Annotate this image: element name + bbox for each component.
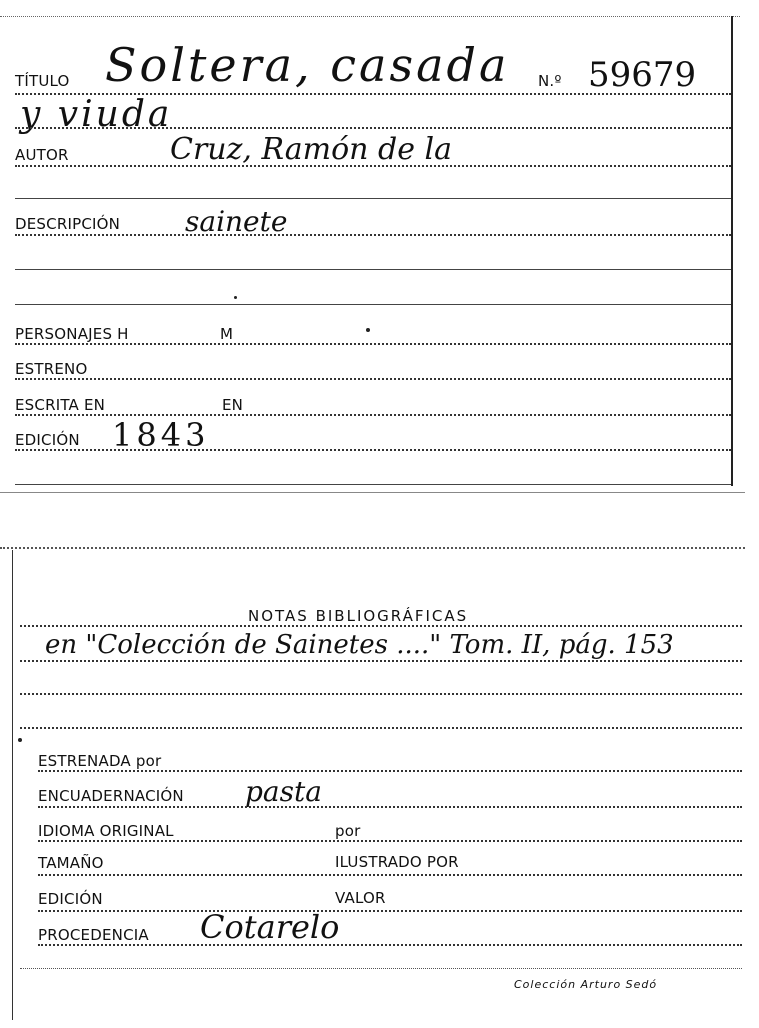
descripcion-extra-line-2	[15, 304, 731, 305]
ink-speck	[18, 738, 22, 742]
escrita-en-label: EN	[222, 396, 244, 414]
footer-credit: Colección Arturo Sedó	[514, 978, 658, 991]
bottom-card-left-edge	[12, 550, 13, 1020]
titulo-continuation: y viuda	[20, 94, 173, 135]
notas-heading-line	[20, 625, 742, 627]
personajes-label: PERSONAJES H	[15, 325, 129, 343]
idioma-por-label: por	[335, 822, 361, 840]
valor-label: VALOR	[335, 889, 386, 907]
notas-line-3	[20, 727, 742, 729]
autor-label: AUTOR	[15, 146, 69, 164]
procedencia-label: PROCEDENCIA	[38, 926, 149, 944]
titulo-label: TÍTULO	[15, 72, 70, 90]
numero-label: N.º	[538, 72, 562, 90]
autor-line	[15, 165, 731, 167]
descripcion-line	[15, 234, 731, 236]
edicion-label: EDICIÓN	[15, 431, 80, 449]
personajes-m-label: M	[220, 325, 234, 343]
estreno-label: ESTRENO	[15, 360, 88, 378]
titulo-continuation-line	[15, 127, 731, 129]
notas-line-1	[20, 660, 742, 662]
tamano-line	[38, 874, 742, 876]
top-card-right-edge	[731, 16, 733, 486]
personajes-line	[15, 343, 731, 345]
bottom-card-line	[20, 968, 742, 969]
numero-value: 59679	[588, 55, 697, 95]
estrenada-line	[38, 770, 742, 772]
notas-heading: NOTAS BIBLIOGRÁFICAS	[248, 607, 469, 625]
top-card-bottom-line	[15, 484, 731, 485]
idioma-line	[38, 840, 742, 842]
autor-value: Cruz, Ramón de la	[170, 132, 452, 167]
top-card-edge	[0, 492, 745, 493]
encuadernacion-line	[38, 806, 742, 808]
idioma-label: IDIOMA ORIGINAL	[38, 822, 174, 840]
procedencia-value: Cotarelo	[200, 908, 340, 946]
titulo-value: Soltera, casada	[105, 38, 510, 92]
edicion-value: 1843	[112, 416, 210, 454]
notas-value: en "Colección de Sainetes ...." Tom. II, pág. 153	[45, 630, 674, 660]
notas-line-2	[20, 693, 742, 695]
edicion-bottom-line	[38, 910, 742, 912]
procedencia-line	[38, 944, 742, 946]
ink-speck	[234, 296, 237, 299]
encuadernacion-label: ENCUADERNACIÓN	[38, 787, 184, 805]
estreno-line	[15, 378, 731, 380]
autor-extra-line	[15, 198, 731, 199]
descripcion-value: sainete	[185, 205, 288, 238]
descripcion-label: DESCRIPCIÓN	[15, 215, 121, 233]
tamano-label: TAMAÑO	[38, 854, 104, 872]
escrita-label: ESCRITA EN	[15, 396, 106, 414]
descripcion-extra-line-1	[15, 269, 731, 270]
encuadernacion-value: pasta	[245, 775, 322, 808]
ilustrado-label: ILUSTRADO POR	[335, 853, 459, 871]
ink-speck	[366, 328, 370, 332]
bottom-card-top-border	[0, 547, 745, 549]
edicion-line	[15, 449, 731, 451]
edicion-bottom-label: EDICIÓN	[38, 890, 103, 908]
top-card-top-border	[0, 16, 740, 17]
estrenada-label: ESTRENADA por	[38, 752, 162, 770]
